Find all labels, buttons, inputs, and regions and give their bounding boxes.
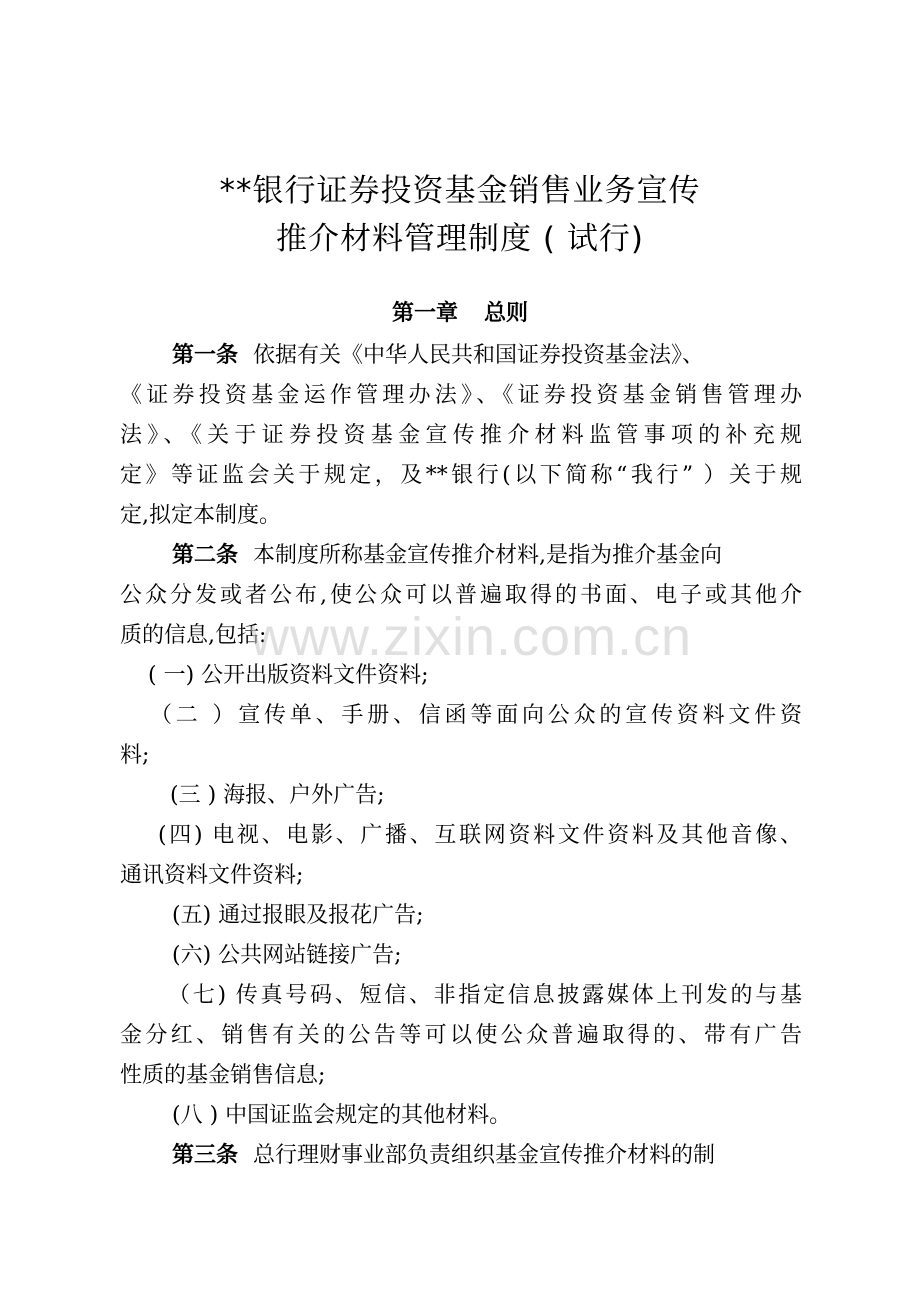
article-1-line-3: 法》、《关于证券投资基金宣传推介材料监管事项的补充规 — [120, 423, 802, 448]
document-title-line-2: 推介材料管理制度 ( 试行) — [276, 221, 644, 257]
article-2-line-1: 第二条 本制度所称基金宣传推介材料,是指为推介基金向 — [172, 543, 723, 568]
article-1-line-4: 定》等证监会关于规定，及**银行(以下简称“我行” ）关于规 — [120, 463, 802, 488]
list-item-3: (三 ) 海报、户外广告; — [170, 783, 385, 808]
chapter-number: 第一章 — [391, 301, 458, 326]
list-item-5: (五) 通过报眼及报花广告; — [172, 903, 424, 928]
article-1-label: 第一条 — [172, 343, 239, 368]
list-item-7-line-1: （七) 传真号码、短信、非指定信息披露媒体上刊发的与基 — [168, 983, 802, 1008]
article-2-label: 第二条 — [172, 543, 239, 568]
article-1-line-1: 第一条 依据有关《中华人民共和国证券投资基金法》、 — [172, 343, 705, 368]
list-item-1: ( 一) 公开出版资料文件资料; — [148, 663, 429, 688]
chapter-heading — [0, 296, 920, 327]
list-item-2-line-2: 料; — [120, 743, 150, 768]
list-item-2-line-1: （二 ）宣传单、手册、信函等面向公众的宣传资料文件资 — [150, 703, 802, 728]
article-1-line-2: 《证券投资基金运作管理办法》、《证券投资基金销售管理办 — [120, 383, 802, 408]
chapter-name: 总则 — [484, 301, 529, 326]
article-1-line-5: 定,拟定本制度。 — [120, 503, 281, 528]
list-item-7-line-2: 金分红、销售有关的公告等可以使公众普遍取得的、带有广告 — [120, 1023, 802, 1048]
list-item-4-line-2: 通讯资料文件资料; — [120, 863, 304, 888]
list-item-7-line-3: 性质的基金销售信息; — [120, 1063, 326, 1088]
article-2-line-2: 公众分发或者公布,使公众可以普遍取得的书面、电子或其他介 — [120, 583, 802, 608]
watermark: www.zixin.com.cn — [250, 607, 693, 667]
article-2-line-3: 质的信息,包括: — [120, 623, 267, 648]
list-item-6: (六) 公共网站链接广告; — [172, 943, 402, 968]
article-3-line-1: 第三条 总行理财事业部负责组织基金宣传推介材料的制 — [172, 1143, 716, 1168]
list-item-8: (八 ) 中国证监会规定的其他材料。 — [172, 1103, 512, 1128]
document-title-line-1: **银行证券投资基金销售业务宣传 — [219, 173, 701, 209]
article-3-label: 第三条 — [172, 1143, 239, 1168]
list-item-4-line-1: (四) 电视、电影、广播、互联网资料文件资料及其他音像、 — [158, 823, 802, 848]
